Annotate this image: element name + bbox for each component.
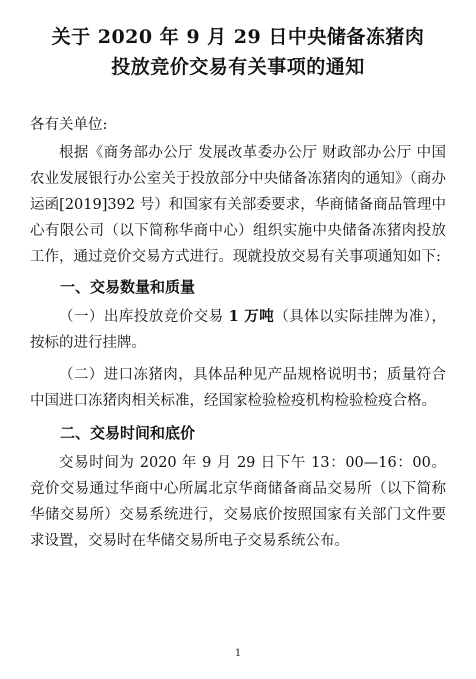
section-1-paragraph-1 [30, 304, 446, 356]
section-1-paragraph-2: （二）进口冻猪肉，具体品种见产品规格说明书；质量符合中国进口冻猪肉相关标准，经国家检验检疫机构检验检疫合格。 [30, 367, 446, 409]
title-line-1: 关于 2020 年 9 月 29 日中央储备冻猪肉 [51, 26, 425, 48]
section-2-heading: 二、交易时间和底价 [60, 424, 196, 442]
intro-paragraph: 根据《商务部办公厅 发展改革委办公厅 财政部办公厅 中国农业发展银行办公室关于投放部分中央储备冻猪肉的通知》（商办运函[2019]392 号）和国家有关部委要求，华商储备商品管理中心有限公司（以下简称华商中心）组织实施中央储备冻猪肉投放工作，通过竞价交易方式进行。现就投放交易有关事项通知如下: [30, 145, 446, 265]
page-number: 1 [234, 648, 242, 659]
section-1-heading: 一、交易数量和质量 [60, 278, 196, 296]
title-line-2: 投放竞价交易有关事项的通知 [111, 56, 365, 78]
document-title [30, 22, 446, 82]
section-2-paragraph-1: 交易时间为 2020 年 9 月 29 日下午 13：00—16：00。竞价交易通过华商中心所属北京华商储备商品交易所（以下简称华储交易所）交易系统进行，交易底价按照国家有关部门文件要求设置，交易时在华储交易所电子交易系统公布。 [30, 455, 446, 549]
salutation: 各有关单位: [30, 117, 108, 133]
section-1-p1-quantity: 1 万吨 [228, 308, 275, 325]
section-1-p1-text-after: （具体以实际挂牌为准），按标的进行挂牌。 [30, 309, 447, 351]
section-1-p1-text-before: （一）出库投放竞价交易 [59, 309, 229, 325]
